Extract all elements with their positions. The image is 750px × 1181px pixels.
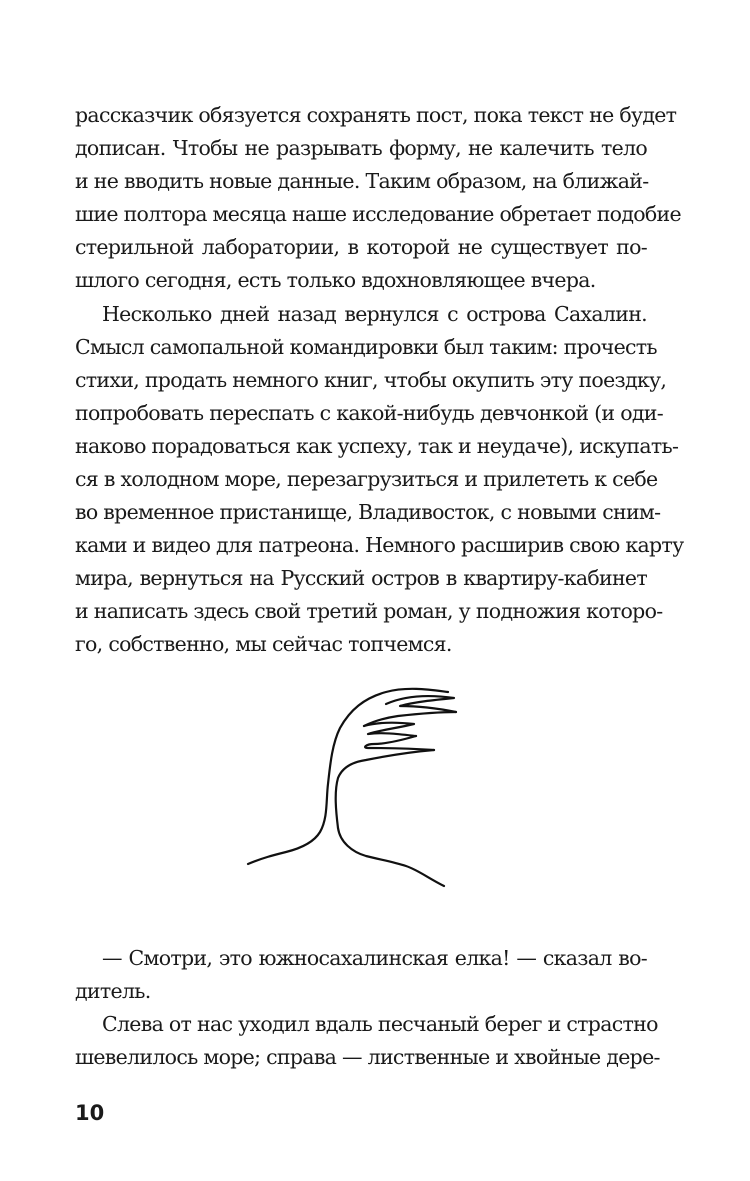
paragraph-2-line-1: Несколько дней назад вернулся с острова Сахалин. (102, 302, 647, 326)
paragraph-2-line-2: Смысл самопальной командировки был таким: прочесть (75, 335, 657, 359)
paragraph-4-line-2: шевелилось море; справа — лиственные и хвойные дере- (75, 1045, 660, 1069)
tree-trunk-left (248, 689, 448, 864)
paragraph-2-line-10: и написать здесь свой третий роман, у подножия которо- (75, 599, 663, 623)
paragraph-2-line-6: ся в холодном море, перезагрузиться и прилететь к себе (75, 467, 658, 491)
paragraph-3-line-1: — Смотри, это южносахалинская елка! — сказал во- (102, 946, 647, 970)
paragraph-1-line-4: шие полтора месяца наше исследование обретает подобие (75, 202, 681, 226)
paragraph-1-line-2: дописан. Чтобы не разрывать форму, не калечить тело (75, 136, 647, 160)
paragraph-2-line-8: ками и видео для патреона. Немного расширив свою карту (75, 533, 684, 557)
paragraph-1-line-6: шлого сегодня, есть только вдохновляющее вчера. (75, 268, 596, 292)
paragraph-3-line-2: дитель. (75, 979, 151, 1003)
paragraph-2-line-11: го, собственно, мы сейчас топчемся. (75, 632, 452, 656)
paragraph-4-line-1: Слева от нас уходил вдаль песчаный берег и страстно (102, 1012, 658, 1036)
paragraph-2-line-5: наково порадоваться как успеху, так и неудаче), искупать- (75, 434, 679, 458)
tree-branch-lower (336, 750, 434, 828)
tree-branch-top (386, 696, 456, 712)
tree-sketch-icon (240, 682, 470, 897)
paragraph-1-line-5: стерильной лаборатории, в которой не существует по- (75, 235, 647, 259)
paragraph-2-line-4: попробовать переспать с какой-нибудь девчонкой (и оди- (75, 401, 663, 425)
tree-branch-middle-lower (365, 736, 434, 750)
paragraph-1-line-3: и не вводить новые данные. Таким образом, на ближай- (75, 169, 649, 193)
page-number: 10 (75, 1101, 105, 1125)
paragraph-2-line-3: стихи, продать немного книг, чтобы окупить эту поездку, (75, 368, 667, 392)
tree-trunk-right (338, 828, 444, 886)
tree-branch-middle (364, 723, 416, 736)
paragraph-1-line-1: рассказчик обязуется сохранять пост, пока текст не будет (75, 103, 677, 127)
paragraph-2-line-7: во временное пристанище, Владивосток, с новыми сним- (75, 500, 661, 524)
paragraph-2-line-9: мира, вернуться на Русский остров в квартиру-кабинет (75, 566, 647, 590)
